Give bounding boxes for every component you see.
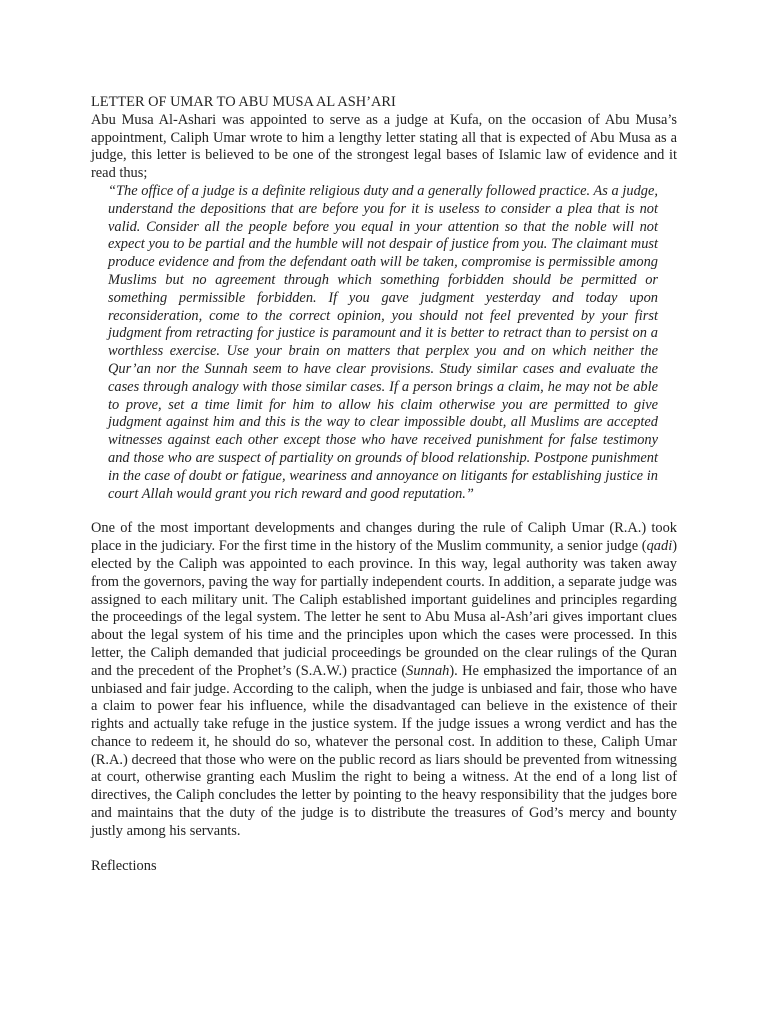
qadi-term: qadi — [646, 538, 673, 555]
sunnah-term: Sunnah — [406, 662, 450, 679]
document-title: LETTER OF UMAR TO ABU MUSA AL ASH’ARI — [91, 94, 396, 110]
intro-paragraph: Abu Musa Al-Ashari was appointed to serve as a judge at Kufa, on the occasion of Abu Musa’s appointment, Caliph Umar wrote to him a lengthy letter stating all that is expected of Abu Musa as a judge, this letter is believed to be one of the strongest legal bases of Islamic law of evidence and it read thus; — [91, 111, 677, 182]
body-text-part-1: One of the most important developments and changes during the rule of Caliph Umar (R.A.) took place in the judiciary. For the first time in the history of the Muslim community, a senior judge ( — [91, 520, 677, 555]
body-text-part-3: ). He emphasized the importance of an unbiased and fair judge. According to the caliph, when the judge is unbiased and fair, those who have a claim to power fear his influence, while the disadvantaged can believe in the existence of their rights and actually take refuge in the justice system. If the judge issues a wrong verdict and has the chance to redeem it, he should do so, whatever the personal cost. In addition to these, Caliph Umar (R.A.) decreed that those who were on the public record as liars should be prevented from witnessing at court, otherwise granting each Muslim the right to being a witness. At the end of a long list of directives, the Caliph concludes the letter by pointing to the heavy responsibility that the judges bore and maintains that the duty of the judge is to distribute the treasures of God’s mercy and bounty justly among his servants. — [91, 662, 677, 839]
letter-quote: “The office of a judge is a definite religious duty and a generally followed practice. As a judge, understand the depositions that are before you for it is useless to consider a plea that is not valid. Consider all the people before you equal in your attention so that the noble will not expect you to be partial and the humble will not despair of justice from you. The claimant must produce evidence and from the defendant oath will be taken, compromise is permissible among Muslims but no agreement through which something forbidden should be permitted or something permissible forbidden. If you gave judgment yesterday and today upon reconsideration, come to the correct opinion, you should not feel prevented by your first judgment from retracting for justice is paramount and it is better to retract than to persist on a worthless exercise. Use your brain on matters that perplex you and on which neither the Qur’an nor the Sunnah seem to have clear provisions. Study similar cases and evaluate the cases through analogy with those similar cases. If a person brings a claim, he may not be able to prove, set a time limit for him to allow his claim otherwise you are permitted to give judgment against him and this is the way to clear impossible doubt, all Muslims are accepted witnesses against each other except those who have received punishment for false testimony and those who are suspect of partiality on grounds of blood relationship. Postpone punishment in the case of doubt or fatigue, weariness and annoyance on litigants for establishing justice in court Allah would grant you rich reward and good reputation.” — [108, 182, 658, 502]
document-page — [91, 94, 677, 875]
body-text-part-2: ) elected by the Caliph was appointed to each province. In this way, legal authority was taken away from the governors, paving the way for partially independent courts. In addition, a separate judge was assigned to each military unit. The Caliph established important guidelines and principles regarding the proceedings of the legal system. The letter he sent to Abu Musa al-Ash’ari gives important clues about the legal system of his time and the principles upon which the cases were processed. In this letter, the Caliph demanded that judicial proceedings be grounded on the clear rulings of the Quran and the precedent of the Prophet’s (S.A.W.) practice ( — [91, 538, 677, 679]
body-paragraph — [91, 520, 677, 840]
reflections-heading: Reflections — [91, 857, 157, 874]
